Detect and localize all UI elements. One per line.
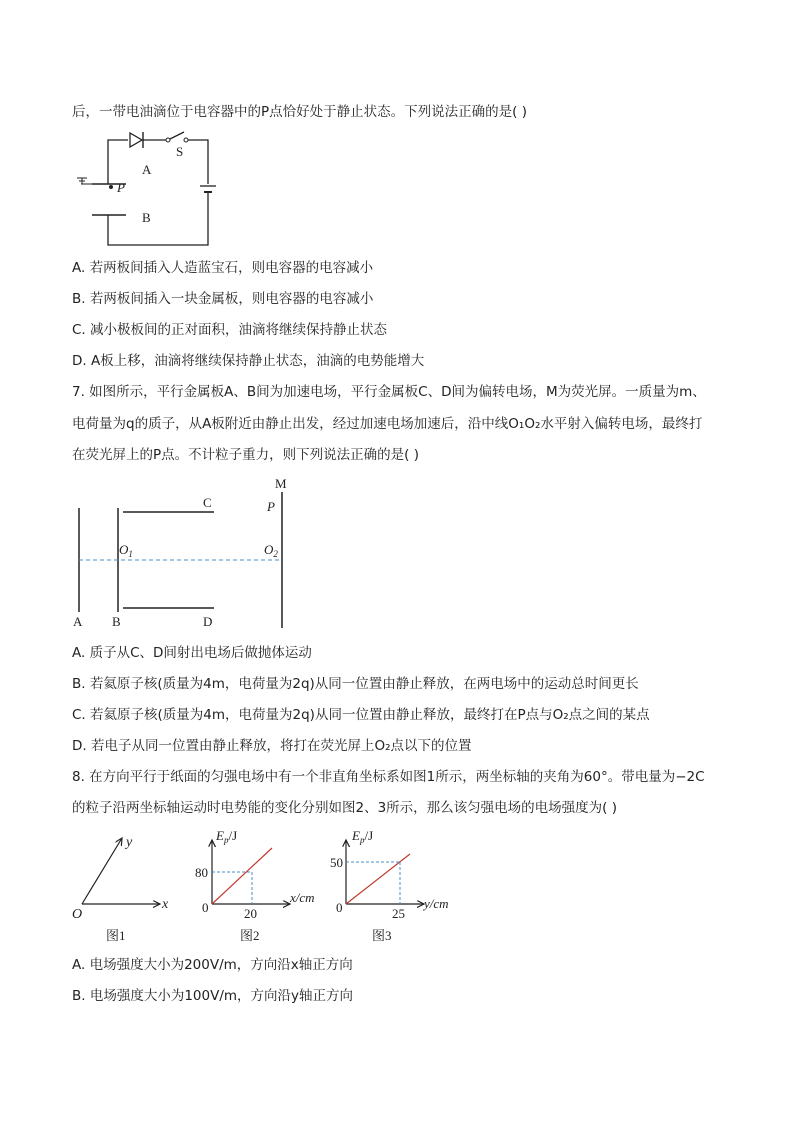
fig2-ylabel: $E_p/J$ — [216, 828, 238, 845]
q8-option-a: A. 电场强度大小为200V/m，方向沿x轴正方向 — [72, 957, 353, 973]
plate-d-label: D — [203, 614, 213, 629]
q7-option-b: B. 若氦原子核(质量为4m，电荷量为2q)从同一位置由静止释放，在两电场中的运动总时间更长 — [72, 676, 639, 692]
fig2-x-tick: 20 — [244, 906, 257, 921]
q7-stem-line-3: 在荧光屏上的P点。不计粒子重力，则下列说法正确的是( ) — [72, 447, 419, 463]
q8-stem-line-1: 8. 在方向平行于纸面的匀强电场中有一个非直角坐标系如图1所示，两坐标轴的夹角为60°。带电量为−2C — [72, 769, 705, 785]
fig3-zero: 0 — [336, 900, 343, 915]
fig3-x-tick: 25 — [392, 906, 405, 921]
y-axis-label: y — [126, 835, 133, 850]
q7-stem-line-1: 7. 如图所示，平行金属板A、B间为加速电场，平行金属板C、D间为偏转电场，M为荧光屏。一质量为m、 — [72, 384, 706, 400]
q6-option-c: C. 减小极板间的正对面积，油滴将继续保持静止状态 — [72, 322, 388, 338]
fig2-zero: 0 — [202, 900, 209, 915]
q7-stem-line-2: 电荷量为q的质子，从A板附近由静止出发，经过加速电场加速后，沿中线O₁O₂水平射入偏转电场，最终打 — [72, 416, 703, 432]
fig2-caption: 图2 — [240, 928, 260, 943]
plate-a-label: A — [142, 162, 152, 177]
point-p-label: P — [117, 180, 125, 195]
fig1-oblique-axes — [70, 826, 180, 946]
x-axis-label: x — [162, 897, 169, 912]
fig3-caption: 图3 — [372, 928, 392, 943]
accelerator-deflector-figure — [70, 474, 300, 634]
q7-option-c: C. 若氦原子核(质量为4m，电荷量为2q)从同一位置由静止释放，最终打在P点与O₂点之间的某点 — [72, 707, 650, 723]
plate-b-label: B — [112, 614, 121, 629]
q7-option-a: A. 质子从C、D间射出电场后做抛体运动 — [72, 645, 312, 661]
q7-option-d: D. 若电子从同一位置由静止释放，将打在荧光屏上O₂点以下的位置 — [72, 738, 472, 754]
fig2-y-tick: 80 — [195, 865, 208, 880]
o2-label: $O_2$ — [264, 542, 278, 559]
q8-option-b: B. 电场强度大小为100V/m，方向沿y轴正方向 — [72, 988, 354, 1004]
capacitor-circuit-figure — [70, 128, 220, 253]
q6-option-d: D. A板上移，油滴将继续保持静止状态，油滴的电势能增大 — [72, 353, 425, 369]
q6-option-a: A. 若两板间插入人造蓝宝石，则电容器的电容减小 — [72, 260, 374, 276]
fig2-xlabel: x/cm — [290, 890, 315, 905]
o1-label: $O_1$ — [119, 542, 133, 559]
q6-option-b: B. 若两板间插入一块金属板，则电容器的电容减小 — [72, 291, 374, 307]
fig3-ep-vs-y-chart — [328, 826, 468, 946]
screen-m-label: M — [275, 476, 287, 491]
origin-label: O — [72, 907, 83, 922]
fig3-y-tick: 50 — [330, 855, 343, 870]
q6-stem: 后，一带电油滴位于电容器中的P点恰好处于静止状态。下列说法正确的是( ) — [72, 104, 527, 120]
switch-label: S — [176, 144, 184, 159]
fig3-xlabel: y/cm — [424, 896, 449, 911]
plate-b-label: B — [142, 210, 151, 225]
fig2-ep-vs-x-chart — [196, 826, 326, 946]
fig1-caption: 图1 — [106, 928, 126, 943]
fig3-ylabel: $E_p/J$ — [352, 828, 374, 845]
plate-a-label: A — [73, 614, 83, 629]
point-p-label: P — [267, 499, 275, 514]
plate-c-label: C — [203, 495, 212, 510]
q8-stem-line-2: 的粒子沿两坐标轴运动时电势能的变化分别如图2、3所示，那么该匀强电场的电场强度为( ) — [72, 800, 618, 816]
